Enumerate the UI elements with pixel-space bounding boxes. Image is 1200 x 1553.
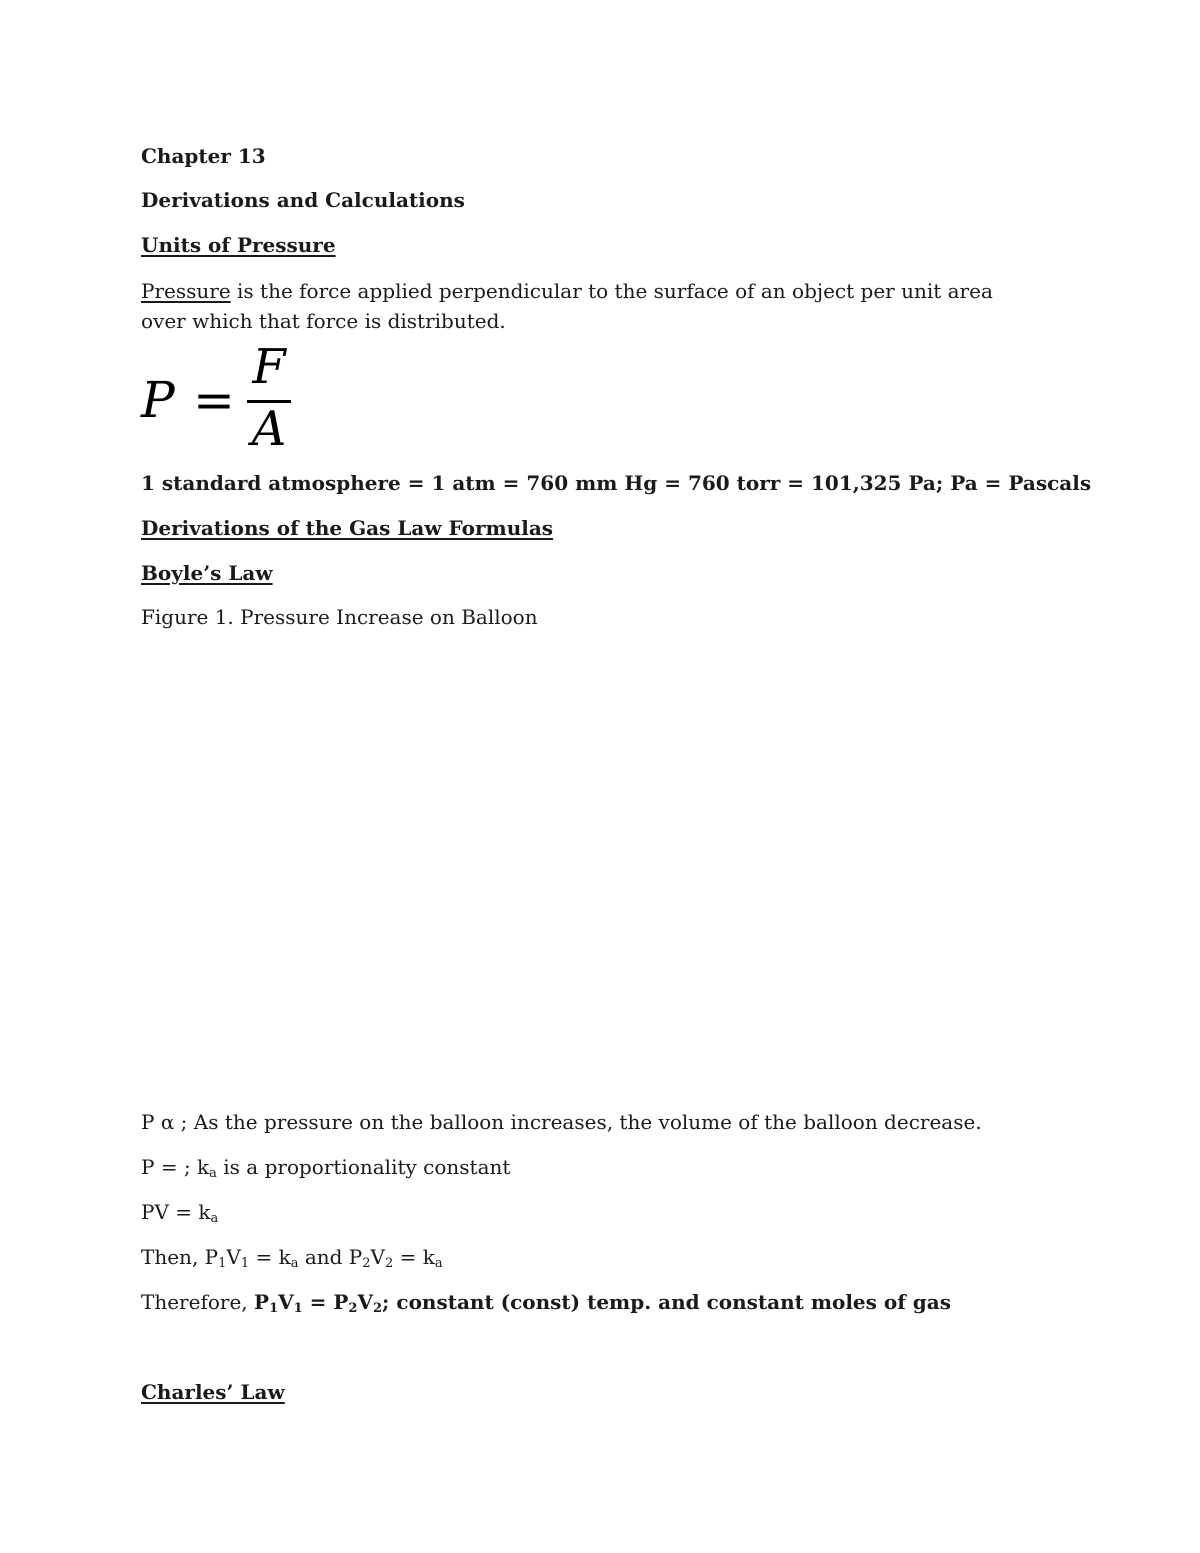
subscript: 2 xyxy=(385,1256,394,1271)
figure-placeholder xyxy=(141,645,1041,1095)
text-span: ; constant (const) temp. and constant moles of gas xyxy=(382,1290,951,1314)
text-span: is a proportionality constant xyxy=(216,1155,511,1179)
text-span: = P xyxy=(302,1290,349,1314)
boyle-pv-line xyxy=(141,1197,218,1227)
formula-equals: = xyxy=(193,371,235,429)
standard-atmosphere-line: 1 standard atmosphere = 1 atm = 760 mm Hg = 760 torr = 101,325 Pa; Pa = Pascals xyxy=(141,471,1092,495)
text-span: = k xyxy=(249,1245,291,1269)
boyle-constant-line xyxy=(141,1152,510,1182)
subscript: a xyxy=(290,1256,299,1271)
section-title: Derivations and Calculations xyxy=(141,188,465,212)
text-span: P = ; k xyxy=(141,1155,210,1179)
text-span: V xyxy=(357,1290,373,1314)
subscript: 1 xyxy=(293,1301,303,1316)
subscript: a xyxy=(434,1256,443,1271)
units-of-pressure-heading: Units of Pressure xyxy=(141,233,336,257)
subscript: 1 xyxy=(269,1301,279,1316)
text-span: and P xyxy=(298,1245,363,1269)
text-span: = k xyxy=(393,1245,435,1269)
pressure-definition-text: is the force applied perpendicular to the surface of an object per unit area over which that force is distributed. xyxy=(141,279,993,333)
boyle-proportionality-line: P α ; As the pressure on the balloon increases, the volume of the balloon decrease. xyxy=(141,1110,982,1134)
text-span: Then, P xyxy=(141,1245,219,1269)
gas-law-derivations-heading: Derivations of the Gas Law Formulas xyxy=(141,516,554,540)
subscript: 1 xyxy=(240,1256,250,1271)
pressure-definition xyxy=(141,276,1041,336)
subscript: 2 xyxy=(348,1301,358,1316)
subscript: a xyxy=(209,1166,217,1181)
subscript: 1 xyxy=(218,1256,227,1271)
text-span: V xyxy=(370,1245,385,1269)
chapter-title: Chapter 13 xyxy=(141,144,266,168)
subscript: 2 xyxy=(373,1301,383,1316)
formula-lhs: P xyxy=(141,371,175,429)
formula-denominator: A xyxy=(251,401,287,457)
boyle-therefore-line xyxy=(141,1287,951,1317)
text-span: V xyxy=(278,1290,294,1314)
text-span: Therefore, xyxy=(141,1290,255,1314)
text-span: PV = k xyxy=(141,1200,211,1224)
text-span: P xyxy=(254,1290,270,1314)
subscript: 2 xyxy=(362,1256,371,1271)
charles-law-heading: Charles’ Law xyxy=(141,1380,285,1404)
boyle-then-line xyxy=(141,1242,443,1272)
subscript: a xyxy=(210,1211,219,1226)
text-span: V xyxy=(226,1245,241,1269)
pressure-term: Pressure xyxy=(141,279,231,303)
boyle-law-result xyxy=(254,1290,951,1314)
formula-numerator: F xyxy=(252,339,286,395)
boyles-law-heading: Boyle’s Law xyxy=(141,561,273,585)
figure-caption: Figure 1. Pressure Increase on Balloon xyxy=(141,605,538,629)
pressure-formula xyxy=(141,340,301,460)
